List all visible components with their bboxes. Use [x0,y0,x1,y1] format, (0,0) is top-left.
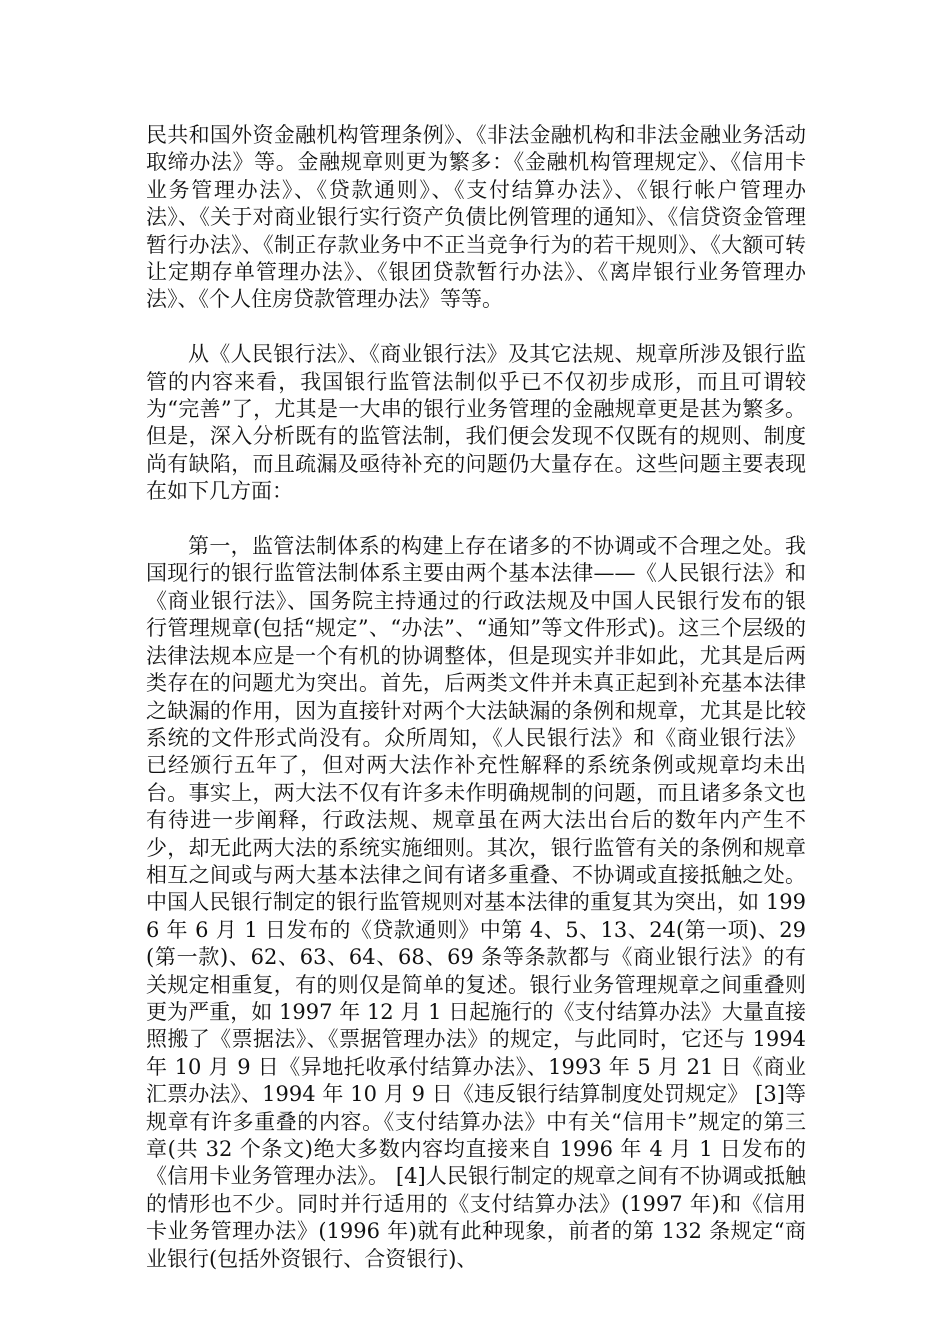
paragraph-supervision-overview: 从《人民银行法》、《商业银行法》及其它法规、规章所涉及银行监管的内容来看，我国银行监管法制似乎已不仅初步成形，而且可谓较为“完善”了，尤其是一大串的银行业务管理的金融规章更是甚为繁多。但是，深入分析既有的监管法制，我们便会发现不仅既有的规则、制度尚有缺陷，而且疏漏及亟待补充的问题仍大量存在。这些问题主要表现在如下几方面： [146,342,806,504]
paragraph-regulations-list: 民共和国外资金融机构管理条例》、《非法金融机构和非法金融业务活动取缔办法》等。金融规章则更为繁多：《金融机构管理规定》、《信用卡业务管理办法》、《贷款通则》、《支付结算办法》、《银行帐户管理办法》、《关于对商业银行实行资产负债比例管理的通知》、《信贷资金管理暂行办法》、《制正存款业务中不正当竞争行为的若干规则》、《大额可转让定期存单管理办法》、《银团贷款暂行办法》、《离岸银行业务管理办法》、《个人住房贷款管理办法》等等。 [146,123,806,312]
paragraph-first-issue: 第一，监管法制体系的构建上存在诸多的不协调或不合理之处。我国现行的银行监管法制体系主要由两个基本法律——《人民银行法》和《商业银行法》、国务院主持通过的行政法规及中国人民银行发布的银行管理规章(包括“规定”、“办法”、“通知”等文件形式)。这三个层级的法律法规本应是一个有机的协调整体，但是现实并非如此，尤其是后两类存在的问题尤为突出。首先，后两类文件并未真正起到补充基本法律之缺漏的作用，因为直接针对两个大法缺漏的条例和规章，尤其是比较系统的文件形式尚没有。众所周知，《人民银行法》和《商业银行法》已经颁行五年了，但对两大法作补充性解释的系统条例或规章均未出台。事实上，两大法不仅有许多未作明确规制的问题，而且诸多条文也有待进一步阐释，行政法规、规章虽在两大法出台后的数年内产生不少，却无此两大法的系统实施细则。其次，银行监管有关的条例和规章相互之间或与两大基本法律之间有诸多重叠、不协调或直接抵触之处。中国人民银行制定的银行监管规则对基本法律的重复其为突出，如 1996 年 6 月 1 日发布的《贷款通则》中第 4、5、13、24(第一项)、29(第一款)、62、63、64、68、69 条等条款都与《商业银行法》的有关规定相重复，有的则仅是简单的复述。银行业务管理规章之间重叠则更为严重，如 1997 年 12 月 1 日起施行的《支付结算办法》大量直接照搬了《票据法》、《票据管理办法》的规定，与此同时，它还与 1994 年 10 月 9 日《异地托收承付结算办法》、1993 年 5 月 21 日《商业汇票办法》、1994 年 10 月 9 日《违反银行结算制度处罚规定》 [3]等规章有许多重叠的内容。《支付结算办法》中有关“信用卡”规定的第三章(共 32 个条文)绝大多数内容均直接来自 1996 年 4 月 1 日发布的《信用卡业务管理办法》。 [4]人民银行制定的规章之间有不协调或抵触的情形也不少。同时并行适用的《支付结算办法》(1997 年)和《信用卡业务管理办法》(1996 年)就有此种现象，前者的第 132 条规定“商业银行(包括外资银行、合资银行)、 [146,534,806,1271]
paragraph-gap [146,506,806,533]
paragraph-gap [146,314,806,341]
document-page [146,122,806,1273]
